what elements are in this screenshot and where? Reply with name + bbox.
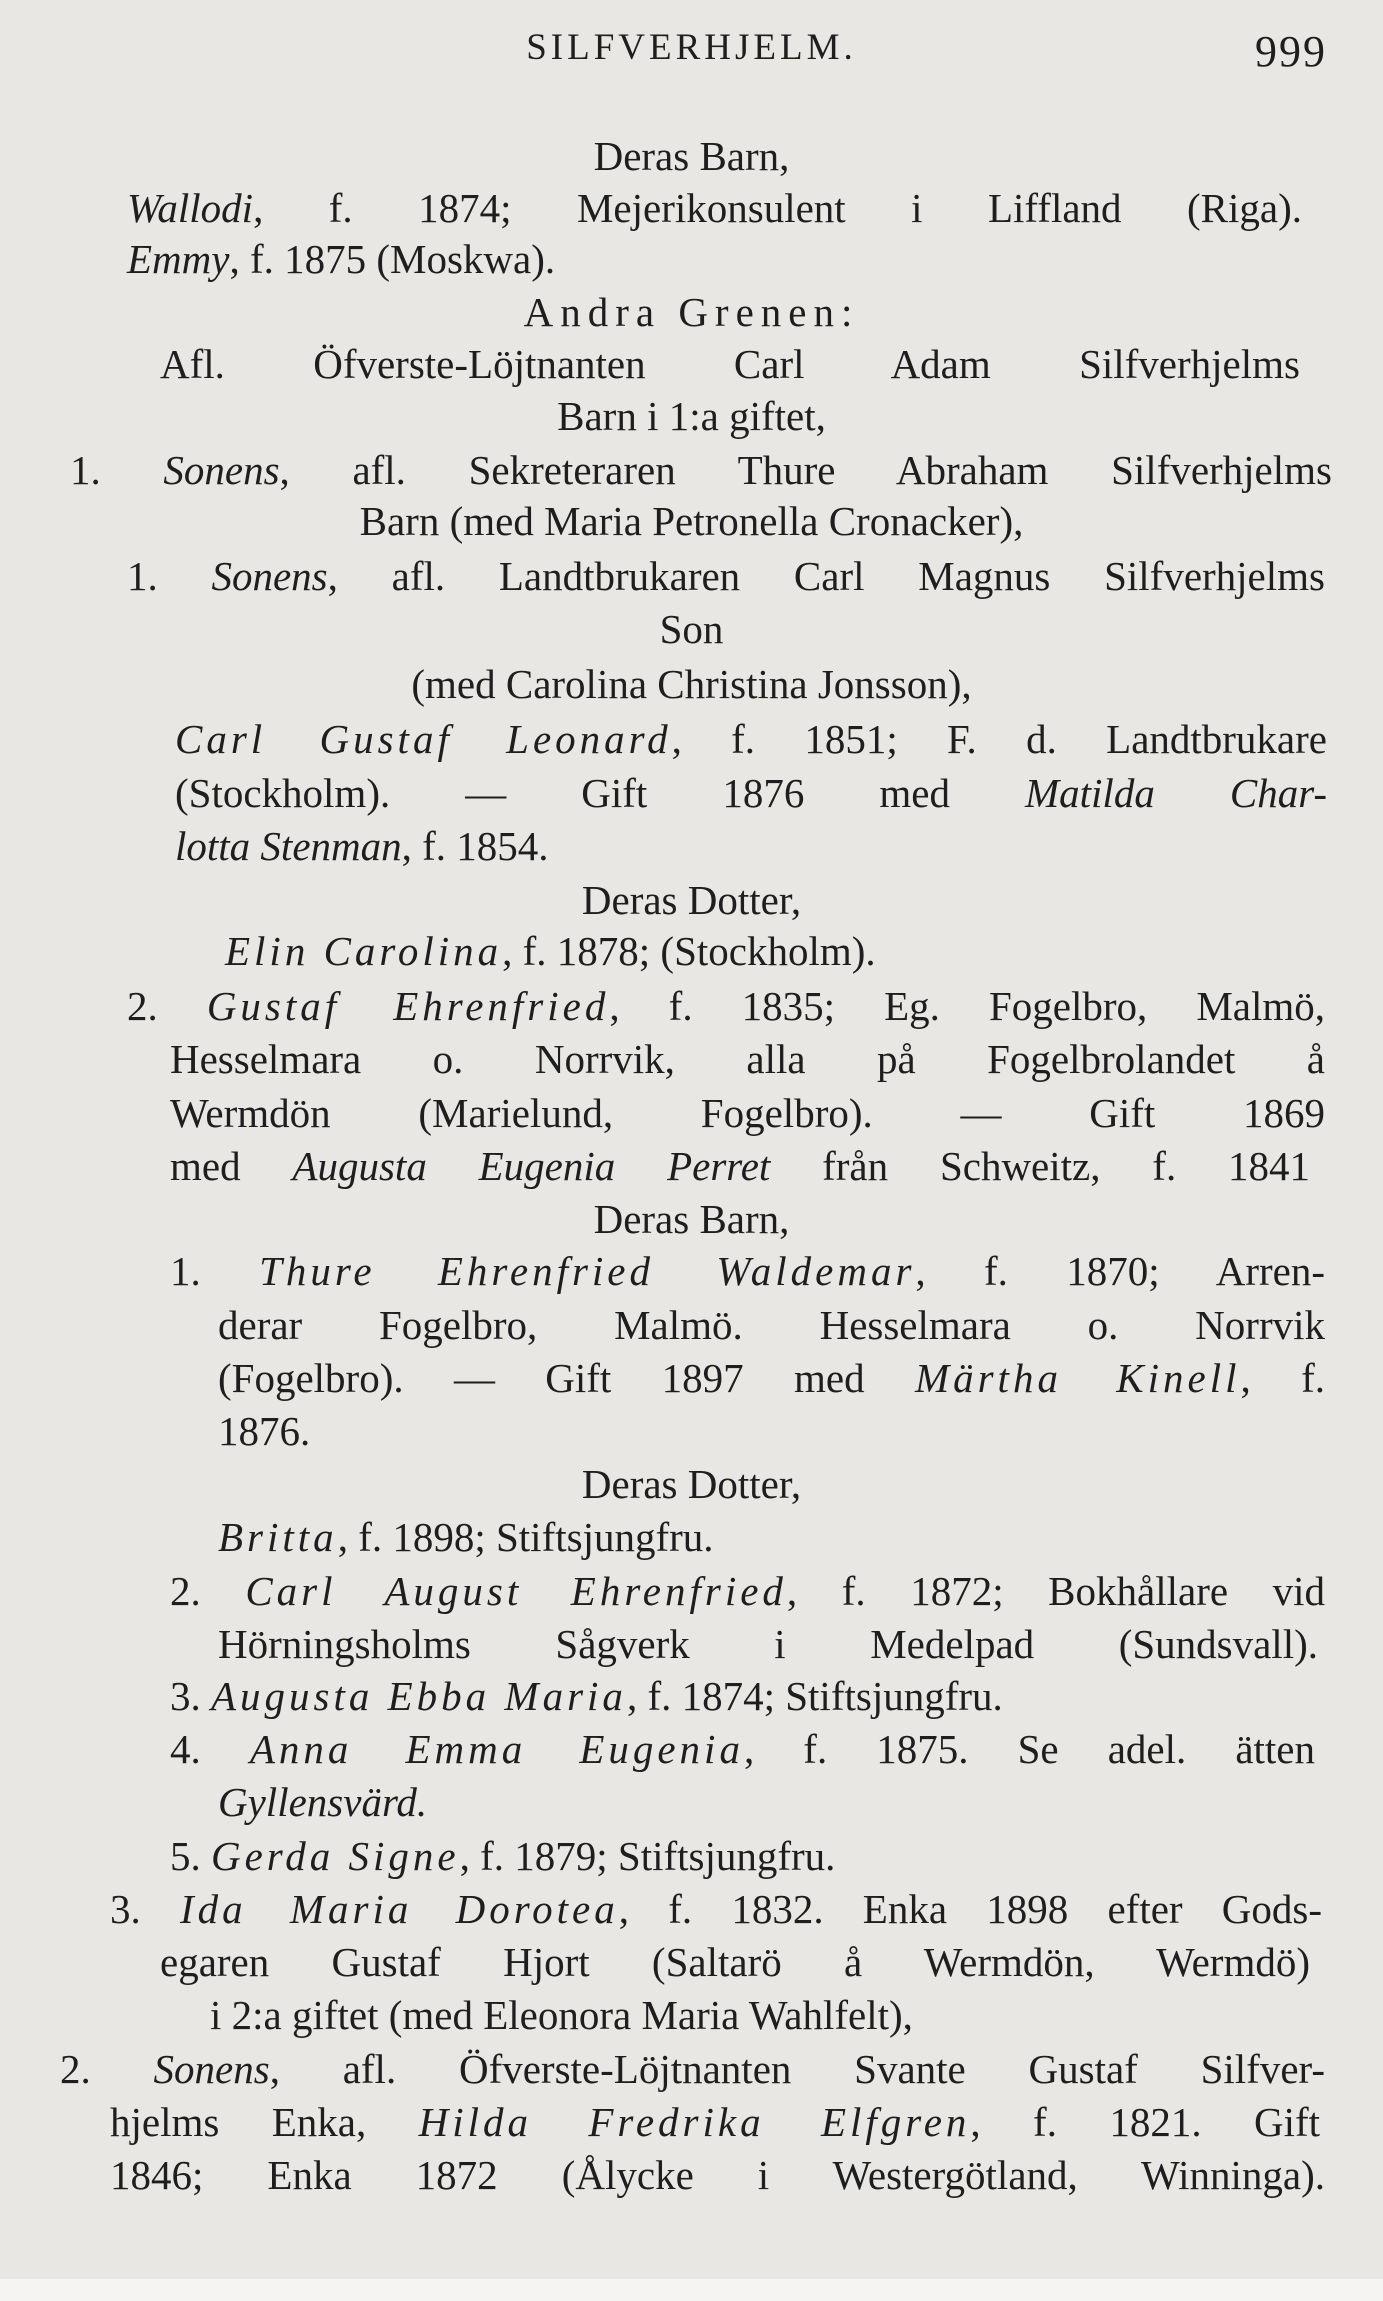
text-line: hjelms Enka, Hilda Fredrika Elfgren, f. 1821. Gift [110,2099,1321,2145]
text-line: Barn i 1:a giftet, [557,393,826,439]
text-line: 1846; Enka 1872 (Ålycke i Westergötland, Winninga). [110,2152,1325,2198]
text-line: 2. Gustaf Ehrenfried, f. 1835; Eg. Fogelbro, Malmö, [127,983,1326,1029]
text-line: 2. Sonens, afl. Öfverste-Löjtnanten Svante Gustaf Silfver- [60,2046,1326,2092]
page-number: 999 [1255,27,1327,76]
text-line: Hesselmara o. Norrvik, alla på Fogelbrolandet å [170,1036,1325,1082]
text-line: Britta, f. 1898; Stiftsjungfru. [218,1514,714,1560]
text-line: Wallodi, f. 1874; Mejerikonsulent i Liffland (Riga). [127,185,1302,231]
text-line: 1. Thure Ehrenfried Waldemar, f. 1870; Arren- [170,1248,1326,1294]
section-heading: Andra Grenen: [523,289,860,335]
running-header: SILFVERHJELM. [526,27,857,68]
text-line: lotta Stenman, f. 1854. [175,823,549,869]
text-line: derar Fogelbro, Malmö. Hesselmara o. Norrvik [218,1302,1325,1348]
text-line: med Augusta Eugenia Perret från Schweitz, f. 1841 [170,1143,1311,1189]
text-line: Son [659,606,724,652]
text-line: Elin Carolina, f. 1878; (Stockholm). [225,928,876,974]
text-line: Gyllensvärd. [218,1779,428,1825]
text-line: 1876. [218,1408,311,1454]
text-line: 4. Anna Emma Eugenia, f. 1875. Se adel. ätten [170,1726,1315,1772]
text-line: Emmy, f. 1875 (Moskwa). [127,236,556,282]
text-line: 3. Ida Maria Dorotea, f. 1832. Enka 1898 efter Gods- [110,1886,1322,1932]
text-line: i 2:a giftet (med Eleonora Maria Wahlfelt), [210,1992,913,2038]
text-line: egaren Gustaf Hjort (Saltarö å Wermdön, Wermdö) [160,1939,1310,1985]
text-line: Wermdön (Marielund, Fogelbro). — Gift 1869 [170,1090,1325,1136]
text-line: 5. Gerda Signe, f. 1879; Stiftsjungfru. [170,1833,836,1879]
text-line: (Fogelbro). — Gift 1897 med Märtha Kinell, f. [218,1355,1326,1401]
text-line: 3. Augusta Ebba Maria, f. 1874; Stiftsjungfru. [170,1673,1003,1719]
text-line: Deras Dotter, [581,1461,802,1507]
text-line: Deras Barn, [593,133,790,179]
page-bottom-margin [0,2279,1383,2301]
text-line: Barn (med Maria Petronella Cronacker), [359,498,1024,544]
text-line: Afl. Öfverste-Löjtnanten Carl Adam Silfverhjelms [160,341,1300,387]
text-line: Carl Gustaf Leonard, f. 1851; F. d. Landtbrukare [175,716,1327,762]
text-line: 1. Sonens, afl. Sekreteraren Thure Abraham Silfverhjelms [70,447,1332,493]
text-line: 1. Sonens, afl. Landtbrukaren Carl Magnus Silfverhjelms [127,553,1325,599]
text-line: Hörningsholms Sågverk i Medelpad (Sundsvall). [218,1621,1318,1667]
text-line: Deras Dotter, [581,877,802,923]
text-line: (med Carolina Christina Jonsson), [411,661,972,707]
text-line: Deras Barn, [593,1196,790,1242]
text-line: (Stockholm). — Gift 1876 med Matilda Char- [175,770,1327,816]
text-line: 2. Carl August Ehrenfried, f. 1872; Bokhållare vid [170,1568,1326,1614]
